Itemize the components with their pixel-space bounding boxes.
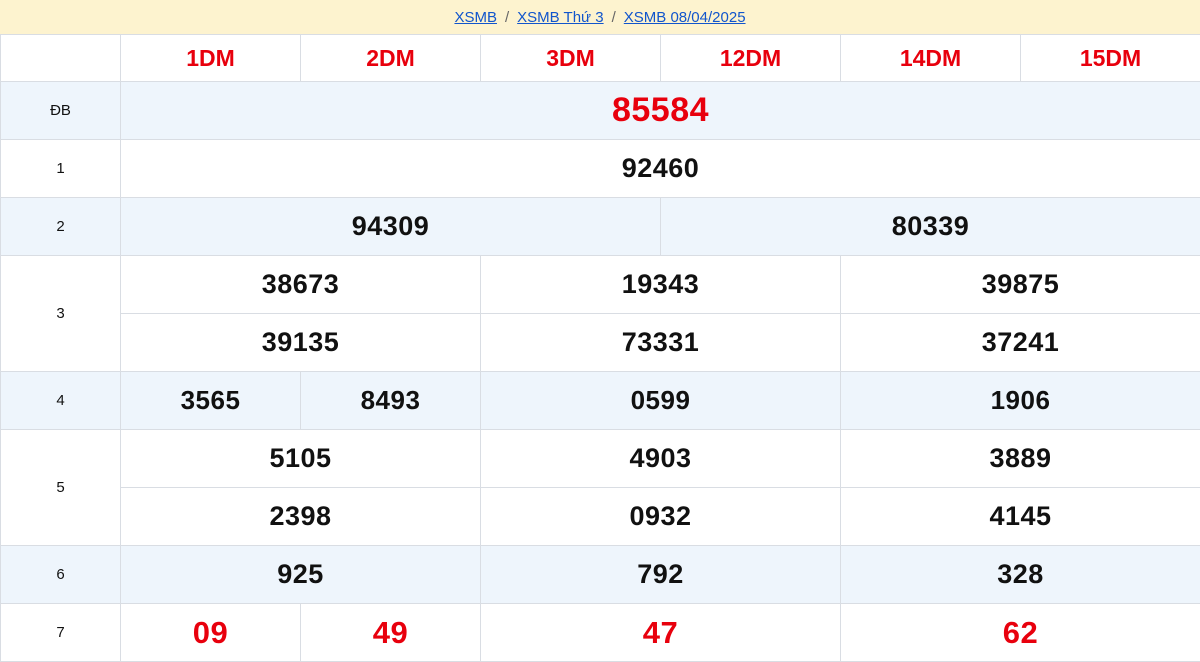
prize-value-db: 85584 xyxy=(121,82,1200,140)
prize-value-2-2: 80339 xyxy=(661,198,1200,256)
prize-value-5-4: 2398 xyxy=(121,488,481,546)
prize-value-7-3: 47 xyxy=(481,604,841,662)
prize-value-4-4: 1906 xyxy=(841,372,1200,430)
table-row xyxy=(1,198,1200,256)
breadcrumb-link-xsmb-thu-3[interactable]: XSMB Thứ 3 xyxy=(517,8,604,26)
row-label-3: 3 xyxy=(1,256,121,372)
prize-value-3-4: 39135 xyxy=(121,314,481,372)
table-row xyxy=(1,256,1200,314)
prize-value-6-1: 925 xyxy=(121,546,481,604)
column-header-12dm: 12DM xyxy=(661,35,841,82)
prize-value-6-3: 328 xyxy=(841,546,1200,604)
row-label-4: 4 xyxy=(1,372,121,430)
table-row xyxy=(1,604,1200,662)
row-label-db: ĐB xyxy=(1,82,121,140)
row-label-1: 1 xyxy=(1,140,121,198)
prize-value-2-1: 94309 xyxy=(121,198,661,256)
prize-value-6-2: 792 xyxy=(481,546,841,604)
table-row xyxy=(1,82,1200,140)
prize-value-3-2: 19343 xyxy=(481,256,841,314)
column-header-2dm: 2DM xyxy=(301,35,481,82)
column-header-15dm: 15DM xyxy=(1021,35,1200,82)
table-row xyxy=(1,546,1200,604)
prize-value-5-5: 0932 xyxy=(481,488,841,546)
row-label-6: 6 xyxy=(1,546,121,604)
table-row xyxy=(1,430,1200,488)
prize-value-3-5: 73331 xyxy=(481,314,841,372)
prize-value-5-6: 4145 xyxy=(841,488,1200,546)
breadcrumb-link-xsmb[interactable]: XSMB xyxy=(454,8,497,26)
column-header-1dm: 1DM xyxy=(121,35,301,82)
row-label-2: 2 xyxy=(1,198,121,256)
prize-value-3-3: 39875 xyxy=(841,256,1200,314)
breadcrumb xyxy=(0,0,1200,34)
prize-value-7-1: 09 xyxy=(121,604,301,662)
breadcrumb-link-xsmb-date[interactable]: XSMB 08/04/2025 xyxy=(623,8,746,26)
table-row xyxy=(1,140,1200,198)
prize-value-5-1: 5105 xyxy=(121,430,481,488)
table-corner-cell xyxy=(1,35,121,82)
prize-value-5-3: 3889 xyxy=(841,430,1200,488)
row-label-5: 5 xyxy=(1,430,121,546)
prize-value-3-6: 37241 xyxy=(841,314,1200,372)
row-label-7: 7 xyxy=(1,604,121,662)
prize-value-1-1: 92460 xyxy=(121,140,1200,198)
table-row xyxy=(1,488,1200,546)
prize-value-4-2: 8493 xyxy=(301,372,481,430)
breadcrumb-separator-2: / xyxy=(611,8,616,26)
table-header-row xyxy=(1,35,1200,82)
column-header-14dm: 14DM xyxy=(841,35,1021,82)
column-header-3dm: 3DM xyxy=(481,35,661,82)
prize-value-7-2: 49 xyxy=(301,604,481,662)
prize-value-4-3: 0599 xyxy=(481,372,841,430)
prize-value-4-1: 3565 xyxy=(121,372,301,430)
prize-value-5-2: 4903 xyxy=(481,430,841,488)
lottery-results-table xyxy=(0,34,1200,662)
breadcrumb-separator-1: / xyxy=(504,8,510,26)
prize-value-7-4: 62 xyxy=(841,604,1200,662)
table-row xyxy=(1,372,1200,430)
prize-value-3-1: 38673 xyxy=(121,256,481,314)
table-row xyxy=(1,314,1200,372)
